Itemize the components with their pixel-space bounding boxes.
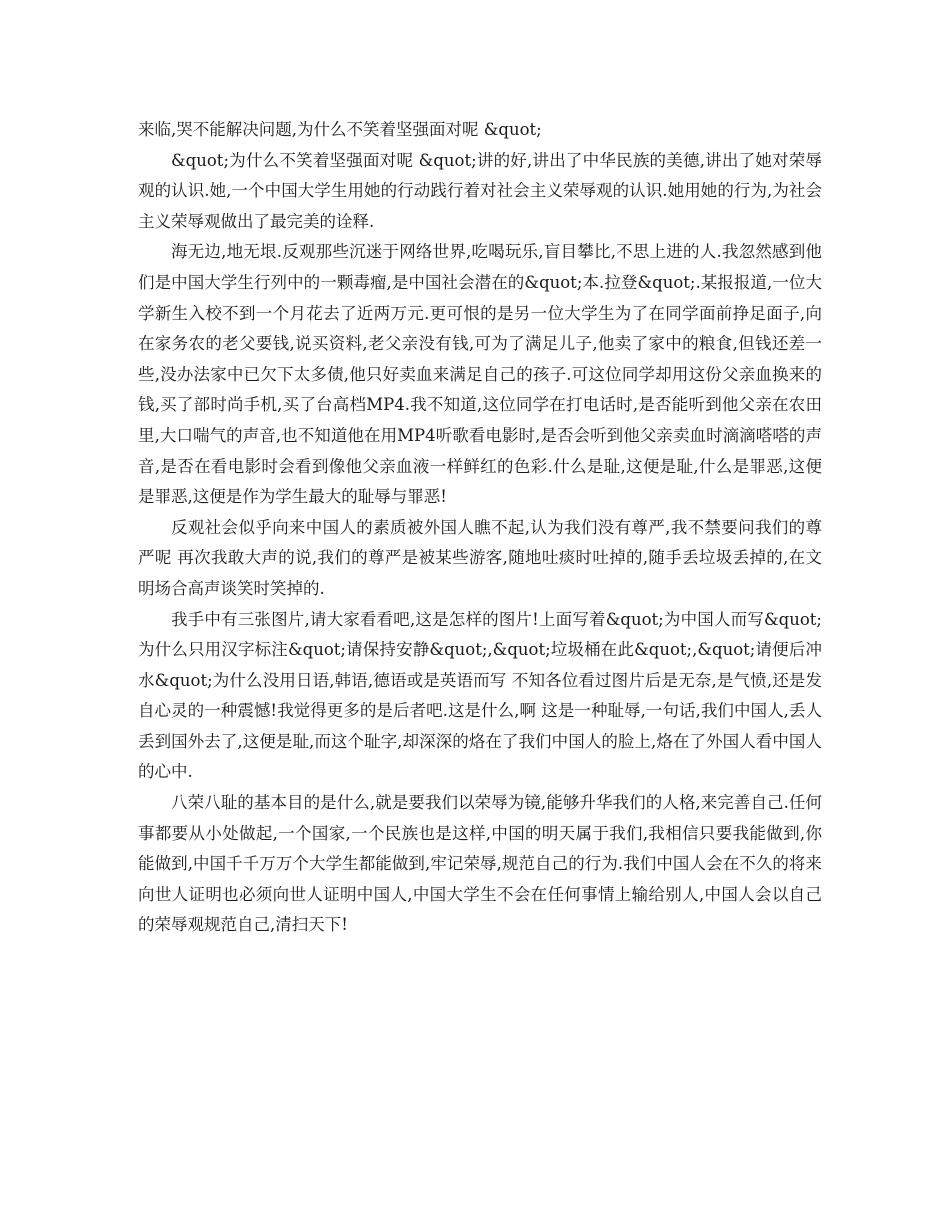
document-body xyxy=(138,115,822,941)
paragraph-5: 我手中有三张图片,请大家看看吧,这是怎样的图片!上面写着&quot;为中国人而写&quot;为什么只用汉字标注&quot;请保持安静&quot;,&quot;垃圾桶在此&quot;,&quot;请便后冲水&quot;为什么没用日语,韩语,德语或是英语而写 不知各位看过图片后是无奈,是气愤,还是发自心灵的一种震憾!我觉得更多的是后者吧.这是什么,啊 这是一种耻辱,一句话,我们中国人,丢人丢到国外去了,这便是耻,而这个耻字,却深深的烙在了我们中国人的脸上,烙在了外国人看中国人的心中. xyxy=(138,609,822,782)
paragraph-2: &quot;为什么不笑着坚强面对呢 &quot;讲的好,讲出了中华民族的美德,讲出了她对荣辱观的认识.她,一个中国大学生用她的行动践行着对社会主义荣辱观的认识.她用她的行为,为社会主义荣辱观做出了最完美的诠释. xyxy=(138,150,822,231)
paragraph-4: 反观社会似乎向来中国人的素质被外国人瞧不起,认为我们没有尊严,我不禁要问我们的尊严呢 再次我敢大声的说,我们的尊严是被某些游客,随地吐痰时吐掉的,随手丢垃圾丢掉的,在文明场合高声谈笑时笑掉的. xyxy=(138,517,822,598)
paragraph-3: 海无边,地无垠.反观那些沉迷于网络世界,吃喝玩乐,盲目攀比,不思上进的人.我忽然感到他们是中国大学生行列中的一颗毒瘤,是中国社会潜在的&quot;本.拉登&quot;.某报报道,一位大学新生入校不到一个月花去了近两万元.更可恨的是另一位大学生为了在同学面前挣足面子,向在家务农的老父要钱,说买资料,老父亲没有钱,可为了满足儿子,他卖了家中的粮食,但钱还差一些,没办法家中已欠下太多债,他只好卖血来满足自己的孩子.可这位同学却用这份父亲血换来的钱,买了部时尚手机,买了台高档MP4.我不知道,这位同学在打电话时,是否能听到他父亲在农田里,大口喘气的声音,也不知道他在用MP4听歌看电影时,是否会听到他父亲卖血时滴滴嗒嗒的声音,是否在看电影时会看到像他父亲血液一样鲜红的色彩.什么是耻,这便是耻,什么是罪恶,这便是罪恶,这便是作为学生最大的耻辱与罪恶! xyxy=(138,242,822,507)
paragraph-1-continuation: 来临,哭不能解决问题,为什么不笑着坚强面对呢 &quot; xyxy=(138,120,542,139)
paragraph-6: 八荣八耻的基本目的是什么,就是要我们以荣辱为镜,能够升华我们的人格,来完善自己.任何事都要从小处做起,一个国家,一个民族也是这样,中国的明天属于我们,我相信只要我能做到,你能做到,中国千千万万个大学生都能做到,牢记荣辱,规范自己的行为.我们中国人会在不久的将来向世人证明也必须向世人证明中国人,中国大学生不会在任何事情上输给别人,中国人会以自己的荣辱观规范自己,清扫天下! xyxy=(138,793,822,935)
